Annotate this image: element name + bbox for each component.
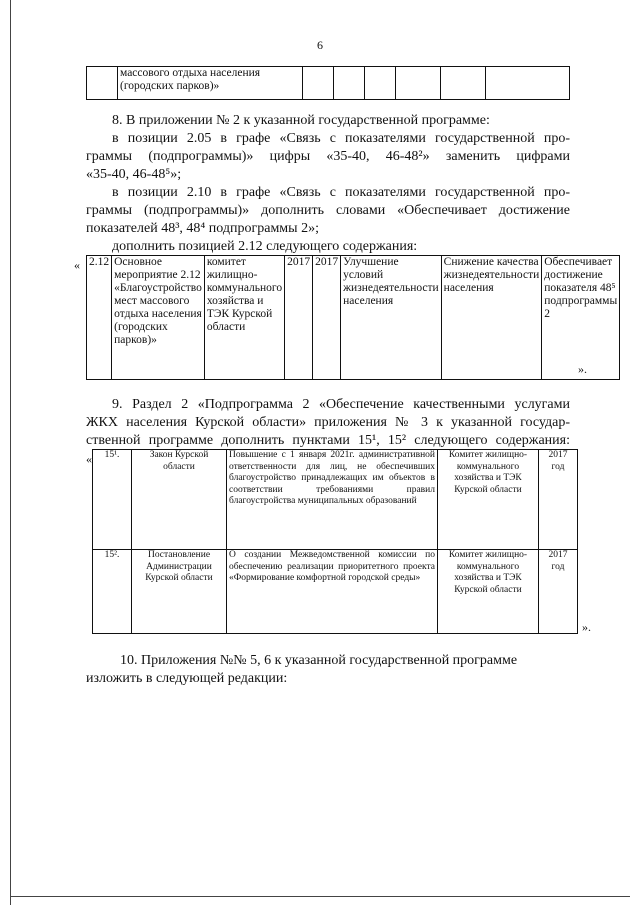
row2-act: Постановление Администрации Курской области [132, 550, 227, 634]
continuation-cell: массового отдыха населения (городских парков)» [118, 67, 303, 100]
row2-content: О создании Межведомственной комиссии по обеспечению реализации приоритетного проекта «Формирование комфортной городской среды» [227, 550, 438, 634]
items-15-table [92, 449, 578, 634]
cell-executor: комитет жилищно-коммунального хозяйства и ТЭК Курской области [204, 256, 284, 380]
item8-line: «35-40, 46-48⁵»; [86, 167, 182, 182]
item8-line: в позиции 2.05 в графе «Связь с показателями государственной про- [112, 131, 570, 146]
row1-year: 2017 год [539, 450, 578, 550]
item9-line: 9. Раздел 2 «Подпрограмма 2 «Обеспечение качественными услугами [112, 397, 570, 412]
item8-line: показателей 48³, 48⁴ подпрограммы 2»; [86, 221, 319, 236]
row1-num: 15¹. [93, 450, 132, 550]
item8-line: в позиции 2.10 в графе «Связь с показателями государственной про- [112, 185, 570, 200]
item8-line: граммы (подпрограммы)» дополнить словами «Обеспечивает достижение [86, 203, 570, 218]
row2-year: 2017 год [539, 550, 578, 634]
cell-end: 2017 [313, 256, 341, 380]
item8-line: дополнить позицией 2.12 следующего содержания: [112, 239, 418, 254]
item9-line: ЖКХ населения Курской области» приложения № 3 к указанной государ- [86, 415, 570, 430]
item10-line: изложить в следующей редакции: [86, 671, 288, 686]
row2-executor: Комитет жилищно-коммунального хозяйства и ТЭК Курской области [438, 550, 539, 634]
open-quote: « [86, 452, 92, 466]
continuation-table [86, 66, 570, 100]
item8-line: граммы (подпрограммы)» цифры «35-40, 46-48²» заменить цифрами [86, 149, 570, 164]
cell-link: Обеспечивает достижение показателя 48⁵ подпрограммы 2 [542, 256, 620, 380]
scan-border-left [10, 0, 11, 905]
item9-line: ственной программе дополнить пунктами 15¹, 15² следующего содержания: [86, 433, 570, 448]
cell-num: 2.12 [87, 256, 112, 380]
row2-num: 15². [93, 550, 132, 634]
open-quote: « [74, 258, 80, 272]
row1-act: Закон Курской области [132, 450, 227, 550]
position-212-table [86, 255, 620, 380]
page-number: 6 [317, 38, 323, 52]
row1-content: Повышение с 1 января 2021г. административной ответственности для лиц, не обеспечивших благоустройство принадлежащих им объектов в соответствии требованиями правил благоустройства муниципальных образований [227, 450, 438, 550]
scan-border-bottom [10, 896, 630, 897]
cell-name: Основное мероприятие 2.12 «Благоустройство мест массового отдыха населения (городских парков)» [112, 256, 205, 380]
cell-consequence: Снижение качества жизнедеятельности населения [441, 256, 542, 380]
item8-heading: 8. В приложении № 2 к указанной государственной программе: [112, 113, 490, 128]
cell-result: Улучшение условий жизнедеятельности населения [341, 256, 442, 380]
item10-line: 10. Приложения №№ 5, 6 к указанной государственной программе [120, 653, 518, 668]
close-quote: ». [578, 362, 587, 376]
cell-start: 2017 [285, 256, 313, 380]
row1-executor: Комитет жилищно-коммунального хозяйства и ТЭК Курской области [438, 450, 539, 550]
close-quote: ». [582, 620, 591, 634]
